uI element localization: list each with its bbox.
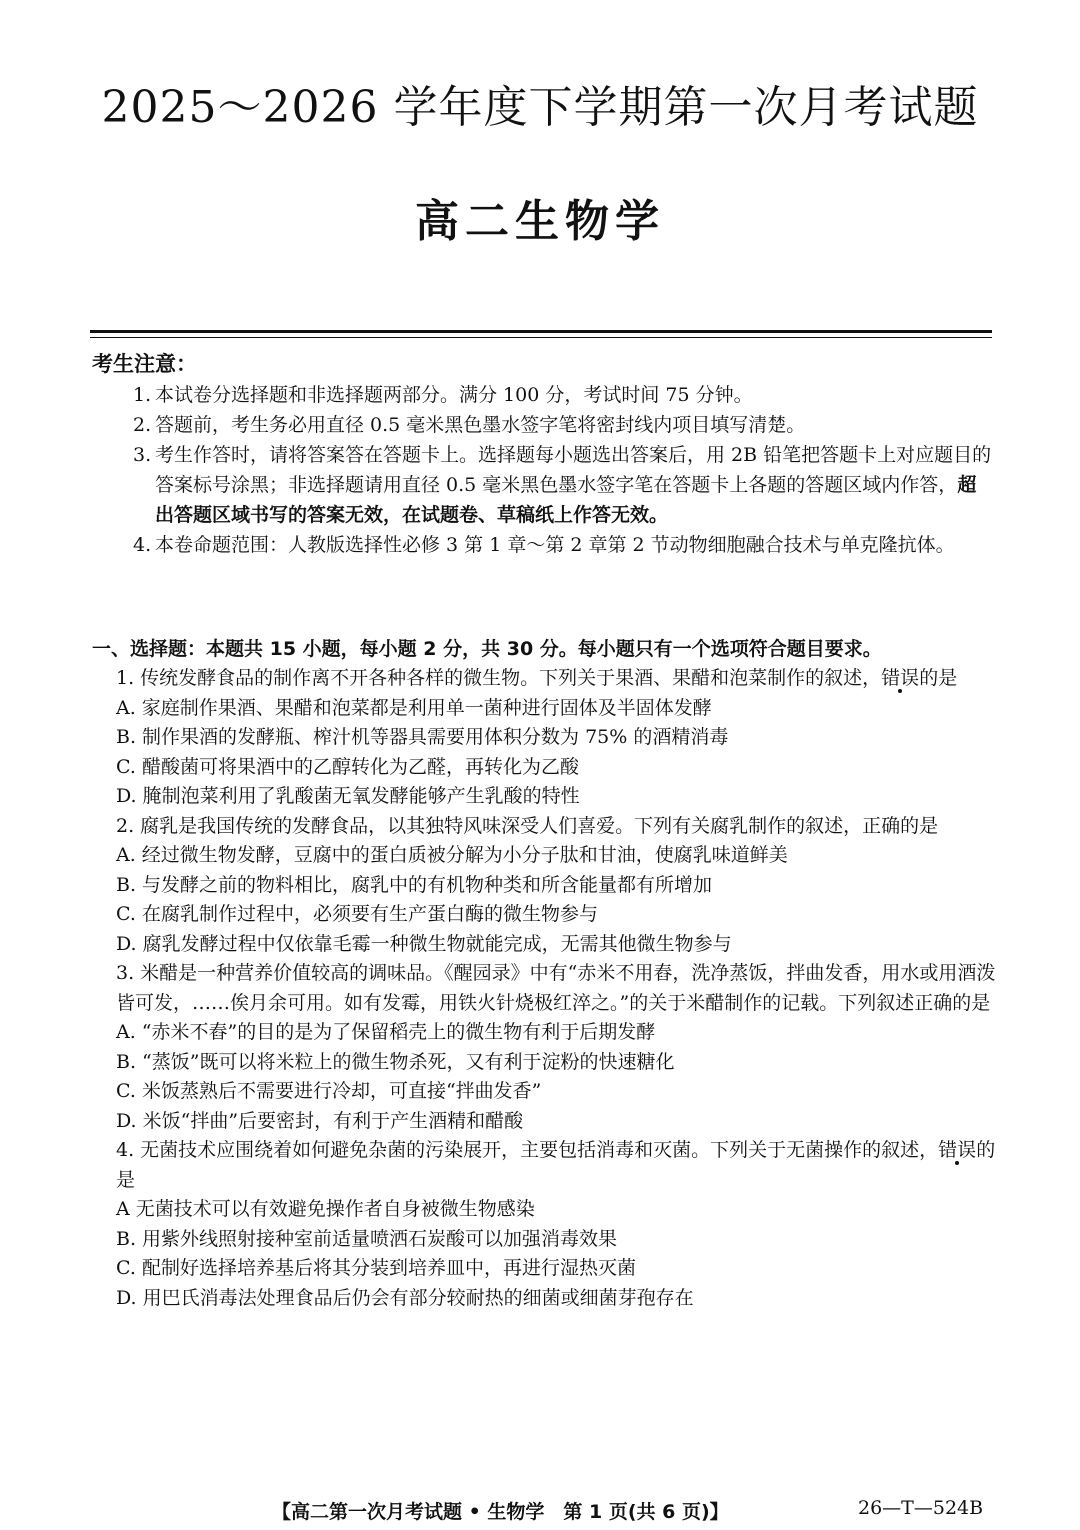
question-stem-emphasis: 错误 xyxy=(938,1139,977,1161)
notice-item xyxy=(133,380,995,410)
question-stem xyxy=(116,664,998,694)
question-stem-emphasis: 错误 xyxy=(881,667,920,689)
notice-item-text: 考生作答时，请将答案答在答题卡上。选择题每小题选出答案后，用 2B 铅笔把答题卡上对应题目的答案标号涂黑；非选择题请用直径 0.5 毫米黑色墨水签字笔在答题卡上各题的答题区域内作答， xyxy=(155,444,992,496)
notice-item xyxy=(133,530,995,560)
option-d: D. 腌制泡菜利用了乳酸菌无氧发酵能够产生乳酸的特性 xyxy=(116,785,580,807)
notice-item xyxy=(133,410,995,440)
question-3 xyxy=(116,959,998,1136)
question-4 xyxy=(116,1136,998,1313)
notice-item xyxy=(133,440,995,530)
notice-heading: 考生注意： xyxy=(92,352,197,376)
question-stem: 3. 米醋是一种营养价值较高的调味品。《醒园录》中有“赤米不用舂，洗净蒸饭，拌曲发香，用水或用酒泼皆可发，……俟月余可用。如有发霉，用铁火针烧极红淬之。”的关于米醋制作的记载。下列叙述正确的是 xyxy=(116,962,996,1014)
notice-item-number: 2. xyxy=(133,414,152,436)
notice-item-number: 4. xyxy=(133,534,152,556)
divider-thick xyxy=(90,330,992,333)
option-a: A. 家庭制作果酒、果醋和泡菜都是利用单一菌种进行固体及半固体发酵 xyxy=(116,696,712,719)
question-2 xyxy=(116,812,998,960)
notice-item-number: 1. xyxy=(133,384,152,406)
notice-item-text: 本卷命题范围：人教版选择性必修 3 第 1 章～第 2 章第 2 节动物细胞融合技术与单克隆抗体。 xyxy=(155,534,955,556)
notice-item-number: 3. xyxy=(133,444,152,466)
section-heading: 一、选择题：本题共 15 小题，每小题 2 分，共 30 分。每小题只有一个选项符合题目要求。 xyxy=(92,638,882,660)
page-footer: 【高二第一次月考试题 • 生物学 第 1 页(共 6 页)】 xyxy=(272,1501,729,1523)
option-c: C. 配制好选择培养基后将其分装到培养皿中，再进行湿热灭菌 xyxy=(116,1257,636,1279)
notice-list xyxy=(133,380,995,560)
option-b: B. 用紫外线照射接种室前适量喷洒石炭酸可以加强消毒效果 xyxy=(116,1227,618,1250)
option-d: D. 米饭“拌曲”后要密封，有利于产生酒精和醋酸 xyxy=(116,1109,524,1132)
option-a: A. 经过微生物发酵，豆腐中的蛋白质被分解为小分子肽和甘油，使腐乳味道鲜美 xyxy=(116,844,788,866)
option-d: D. 用巴氏消毒法处理食品后仍会有部分较耐热的细菌或细菌芽孢存在 xyxy=(116,1286,694,1309)
option-c: C. 醋酸菌可将果酒中的乙醇转化为乙醛，再转化为乙酸 xyxy=(116,755,579,778)
question-list xyxy=(116,664,998,1313)
option-b: B. 制作果酒的发酵瓶、榨汁机等器具需要用体积分数为 75% 的酒精消毒 xyxy=(116,726,729,748)
option-c: C. 米饭蒸熟后不需要进行冷却，可直接“拌曲发香” xyxy=(116,1080,542,1102)
divider-thin xyxy=(90,337,992,338)
option-b: B. “蒸饭”既可以将米粒上的微生物杀死，又有利于淀粉的快速糖化 xyxy=(116,1050,675,1073)
notice-item-text-wrap xyxy=(155,440,995,530)
notice-item-text: 答题前，考生务必用直径 0.5 毫米黑色墨水签字笔将密封线内项目填写清楚。 xyxy=(155,414,806,436)
option-c: C. 在腐乳制作过程中，必须要有生产蛋白酶的微生物参与 xyxy=(116,903,598,925)
question-stem-text: 4. 无菌技术应围绕着如何避免杂菌的污染展开，主要包括消毒和灭菌。下列关于无菌操作的叙述， xyxy=(116,1139,939,1161)
question-stem: 2. 腐乳是我国传统的发酵食品，以其独特风味深受人们喜爱。下列有关腐乳制作的叙述，正确的是 xyxy=(116,814,939,837)
option-b: B. 与发酵之前的物料相比，腐乳中的有机物种类和所含能量都有所增加 xyxy=(116,873,713,896)
subject-title: 高二生物学 xyxy=(415,196,665,247)
paper-code: 26—T—524B xyxy=(858,1497,984,1519)
question-1 xyxy=(116,664,998,812)
question-stem-tail: 的是 xyxy=(116,1139,996,1191)
notice-item-text: 本试卷分选择题和非选择题两部分。满分 100 分，考试时间 75 分钟。 xyxy=(155,384,753,406)
notice-item-bold-warning: 超出答题区域书写的答案无效，在试题卷、草稿纸上作答无效。 xyxy=(155,474,977,526)
question-stem-text: 1. 传统发酵食品的制作离不开各种各样的微生物。下列关于果酒、果醋和泡菜制作的叙述， xyxy=(116,667,882,689)
option-d: D. 腐乳发酵过程中仅依靠毛霉一种微生物就能完成，无需其他微生物参与 xyxy=(116,932,732,955)
option-a: A 无菌技术可以有效避免操作者自身被微生物感染 xyxy=(116,1198,535,1220)
exam-title: 2025～2026 学年度下学期第一次月考试题 xyxy=(101,82,979,133)
question-stem-tail: 的是 xyxy=(919,667,958,689)
option-a: A. “赤米不舂”的目的是为了保留稻壳上的微生物有利于后期发酵 xyxy=(116,1021,656,1043)
question-stem xyxy=(116,1136,998,1195)
